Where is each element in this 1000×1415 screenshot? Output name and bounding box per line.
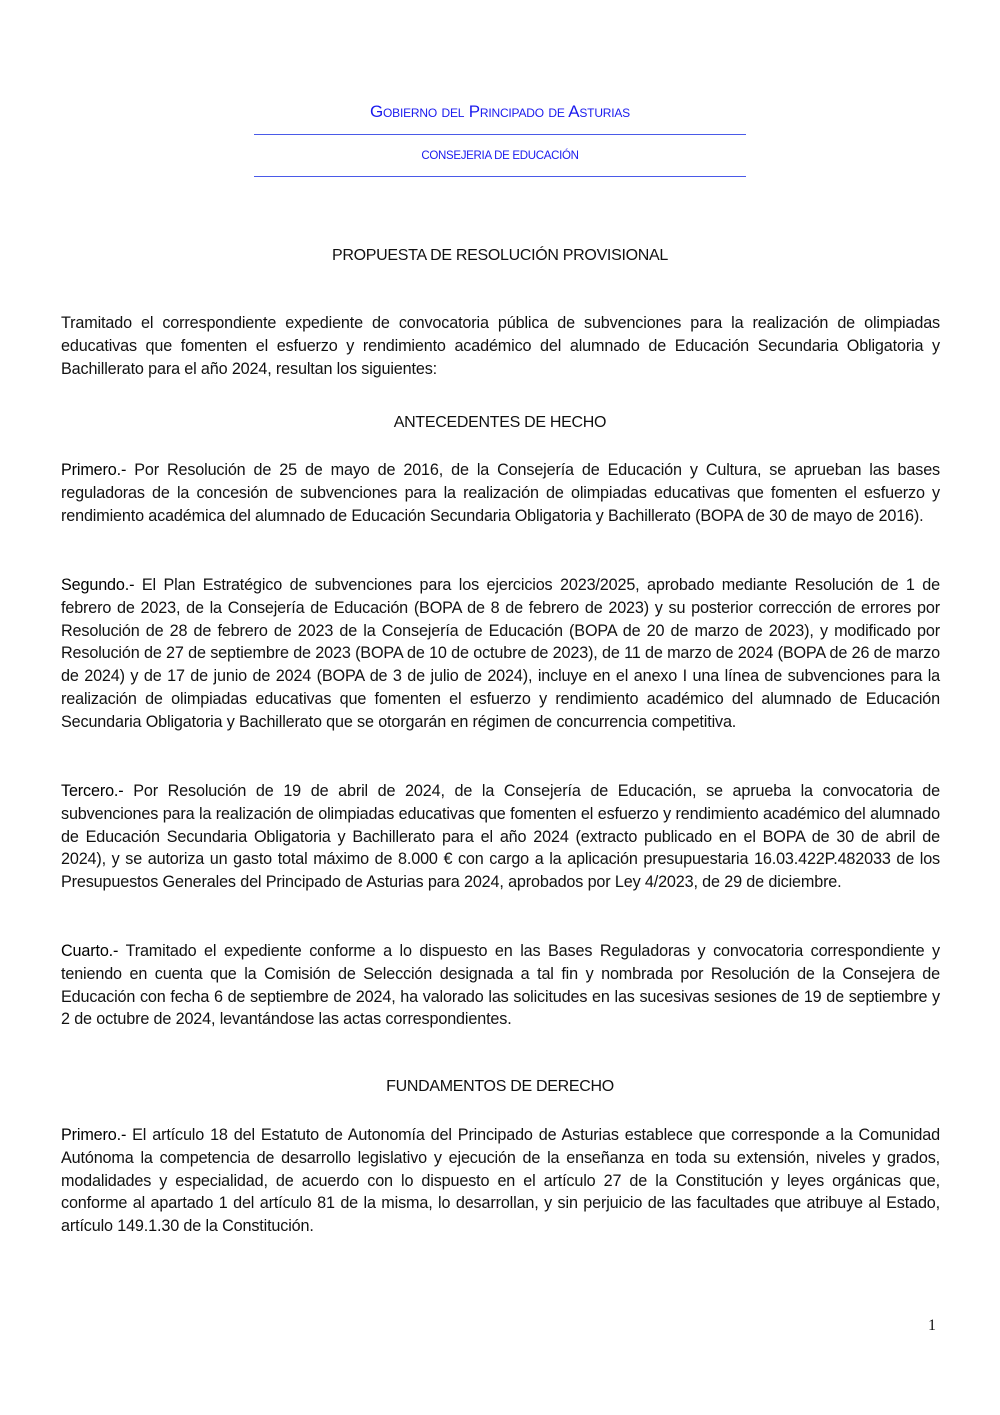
intro-paragraph: Tramitado el correspondiente expediente de convocatoria pública de subvenciones para la realización de olimpiadas educativas que fomenten el esfuerzo y rendimiento académico del alumnado de Educación Secundaria Obligatoria y Bachillerato para el año 2024, resultan los siguientes: — [61, 314, 940, 378]
antecedente-segundo — [61, 574, 940, 734]
clause-text: Por Resolución de 25 de mayo de 2016, de la Consejería de Educación y Cultura, se aprueban las bases reguladoras de la concesión de subvenciones para la realización de olimpiadas educativas que fomenten el esfuerzo y rendimiento académica del alumnado de Educación Secundaria Obligatoria y Bachillerato (BOPA de 30 de mayo de 2016). — [61, 461, 940, 525]
antecedente-tercero — [61, 780, 940, 894]
clause-label: Primero.- — [61, 461, 127, 479]
antecedente-primero — [61, 459, 940, 527]
clause-text: Tramitado el expediente conforme a lo dispuesto en las Bases Reguladoras y convocatoria correspondiente y teniendo en cuenta que la Comisión de Selección designada a tal fin y nombrada por Resolución de la Consejera de Educación con fecha 6 de septiembre de 2024, ha valorado las solicitudes en las sucesivas sesiones de 19 de septiembre y 2 de octubre de 2024, levantándose las actas correspondientes. — [61, 942, 940, 1029]
clause-text: El artículo 18 del Estatuto de Autonomía del Principado de Asturias establece que corresponde a la Comunidad Autónoma la competencia de desarrollo legislativo y ejecución de la enseñanza en toda su extensión, niveles y grados, modalidades y especialidad, de acuerdo con lo dispuesto en el artículo 27 de la Constitución y leyes orgánicas que, conforme al apartado 1 del artículo 81 de la misma, lo desarrollan, y sin perjuicio de las facultades que atribuye al Estado, artículo 149.1.30 de la Constitución. — [61, 1126, 940, 1236]
document-title: PROPUESTA DE RESOLUCIÓN PROVISIONAL — [332, 247, 668, 264]
clause-label: Cuarto.- — [61, 942, 119, 960]
antecedente-cuarto — [61, 940, 940, 1031]
clause-label: Segundo.- — [61, 576, 135, 594]
clause-label: Primero.- — [61, 1126, 127, 1144]
clause-text: Por Resolución de 19 de abril de 2024, de la Consejería de Educación, se aprueba la convocatoria de subvenciones para la realización de olimpiadas educativas que fomenten el esfuerzo y rendimiento académico del alumnado de Educación Secundaria Obligatoria y Bachillerato para el año 2024 (extracto publicado en el BOPA de 30 de abril de 2024), y se autoriza un gasto total máximo de 8.000 € con cargo a la aplicación presupuestaria 16.03.422P.482033 de los Presupuestos Generales del Principado de Asturias para 2024, aprobados por Ley 4/2023, de 29 de diciembre. — [61, 782, 940, 892]
department-name: CONSEJERIA DE EDUCACIÓN — [421, 150, 579, 162]
header-divider-top — [254, 134, 746, 135]
government-name: Gobierno del Principado de Asturias — [369, 102, 630, 121]
clause-label: Tercero.- — [61, 782, 124, 800]
clause-text: El Plan Estratégico de subvenciones para los ejercicios 2023/2025, aprobado mediante Resolución de 1 de febrero de 2023, de la Consejería de Educación (BOPA de 8 de febrero de 2023) y su posterior corrección de errores por Resolución de 28 de febrero de 2023 de la Consejería de Educación (BOPA de 20 de marzo de 2023), y modificado por Resolución de 27 de septiembre de 2023 (BOPA de 10 de octubre de 2023), de 11 de marzo de 2024 (BOPA de 26 de marzo de 2024) y de 17 de junio de 2024 (BOPA de 3 de julio de 2024), incluye en el anexo I una línea de subvenciones para la realización de olimpiadas educativas que fomenten el esfuerzo y rendimiento académico del alumnado de Educación Secundaria Obligatoria y Bachillerato que se otorgarán en régimen de concurrencia competitiva. — [61, 576, 940, 731]
header-divider-bottom — [254, 176, 746, 177]
section-heading-fundamentos: FUNDAMENTOS DE DERECHO — [386, 1078, 614, 1095]
fundamento-primero — [61, 1124, 940, 1238]
page-number: 1 — [928, 1317, 936, 1334]
section-heading-antecedentes: ANTECEDENTES DE HECHO — [393, 414, 607, 431]
letterhead — [254, 100, 746, 177]
